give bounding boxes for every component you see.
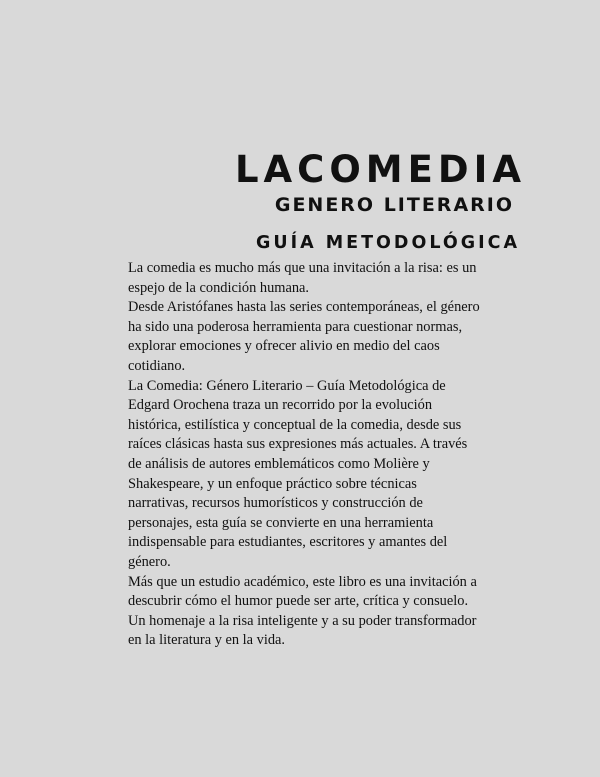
page-title: LACOMEDIA [234,148,526,191]
title-block [234,148,526,192]
paragraph-closing: Más que un estudio académico, este libro es una invitación a descubrir cómo el humor puede ser arte, crítica y consuelo. Un homenaje a la risa inteligente y a su poder transformador en la literatura y en la vida. [128,573,477,649]
subtitle: GENERO LITERARIO [274,194,514,216]
section-heading: GUÍA METODOLÓGICA [256,233,520,253]
paragraph-history: Desde Aristófanes hasta las series contemporáneas, el género ha sido una poderosa herramienta para cuestionar normas, explorar emociones y ofrecer alivio en medio del caos cotidiano. [128,299,480,374]
paragraph-intro: La comedia es mucho más que una invitación a la risa: es un espejo de la condición humana. [128,260,477,296]
paragraph-book-summary: La Comedia: Género Literario – Guía Metodológica de Edgard Orochena traza un recorrido por la evolución histórica, estilística y conceptual de la comedia, desde sus raíces clásicas hasta sus expresiones más actuales. A través de análisis de autores emblemáticos como Molière y Shakespeare, y un enfoque práctico sobre técnicas narrativas, recursos humorísticos y construcción de personajes, esta guía se convierte en una herramienta indispensable para estudiantes, escritores y amantes del género. [128,377,468,570]
description-text [128,259,480,651]
